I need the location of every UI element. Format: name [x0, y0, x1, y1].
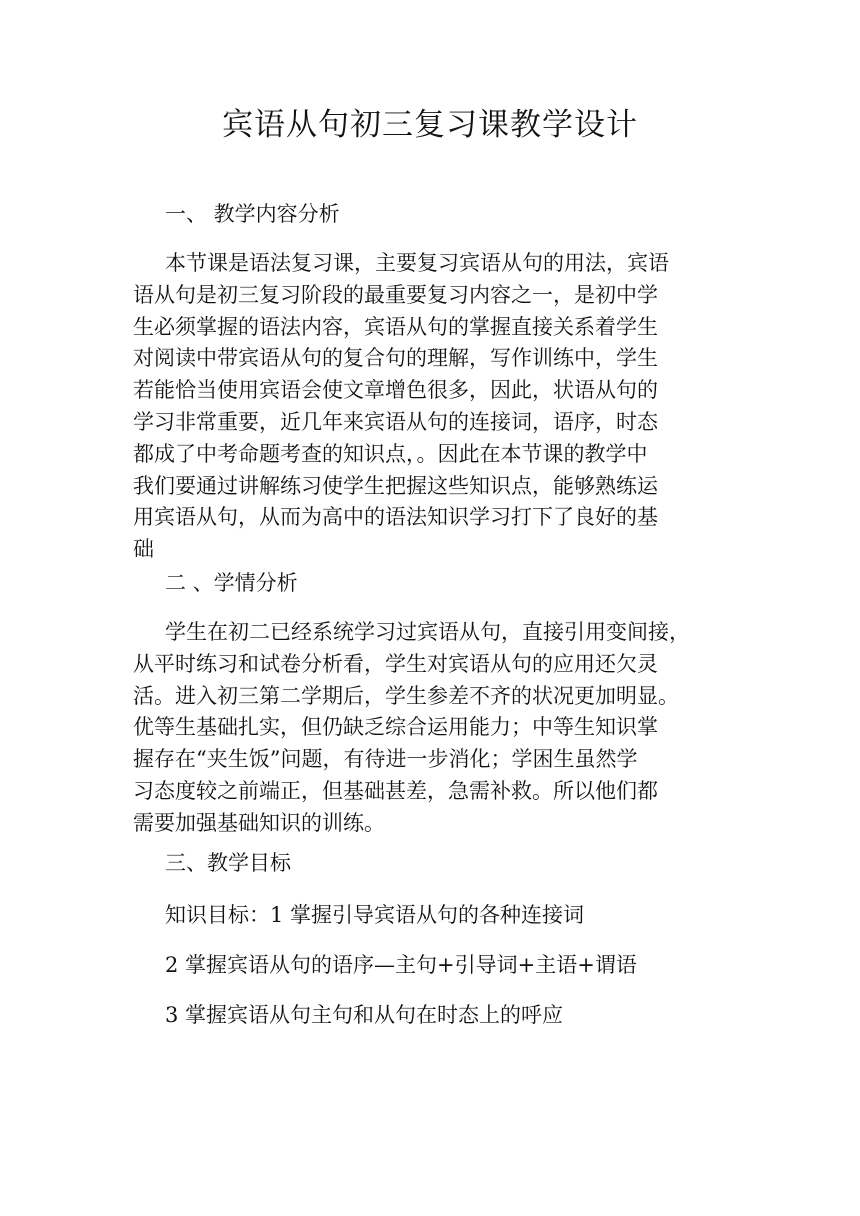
paragraph-line: 本节课是语法复习课，主要复习宾语从句的用法，宾语: [165, 251, 669, 275]
paragraph-line: 握存在“夹生饭”问题，有待进一步消化；学困生虽然学: [133, 747, 638, 772]
paragraph-line: 从平时练习和试卷分析看，学生对宾语从句的应用还欠灵: [133, 651, 658, 676]
paragraph-line: 都成了中考命题考查的知识点，。因此在本节课的教学中: [133, 441, 648, 466]
paragraph-line: 优等生基础扎实，但仍缺乏综合运用能力；中等生知识掌: [133, 715, 658, 740]
document-title: 宾语从句初三复习课教学设计: [222, 107, 638, 143]
paragraph-line: 习态度较之前端正，但基础甚差，急需补救。所以他们都: [133, 778, 658, 803]
paragraph-line: 语从句是初三复习阶段的最重要复习内容之一，是初中学: [133, 282, 658, 307]
section-heading-learner-analysis: 二 、学情分析: [165, 571, 298, 595]
goal-item: 2 掌握宾语从句的语序—主句+引导词+主语+谓语: [165, 953, 637, 977]
paragraph-line: 若能恰当使用宾语会使文章增色很多，因此，状语从句的: [133, 378, 658, 403]
paragraph-line: 需要加强基础知识的训练。: [133, 810, 385, 835]
paragraph-learner-analysis: [133, 617, 733, 840]
paragraph-line: 学生在初二已经系统学习过宾语从句，直接引用变间接，: [165, 620, 690, 644]
section-heading-content-analysis: 一、 教学内容分析: [165, 202, 340, 226]
paragraph-line: 学习非常重要，近几年来宾语从句的连接词，语序，时态: [133, 409, 658, 434]
paragraph-line: 我们要通过讲解练习使学生把握这些知识点，能够熟练运: [133, 473, 658, 498]
paragraph-line: 生必须掌握的语法内容，宾语从句的掌握直接关系着学生: [133, 314, 658, 339]
goal-item: 知识目标：1 掌握引导宾语从句的各种连接词: [165, 903, 585, 927]
paragraph-line: 对阅读中带宾语从句的复合句的理解，写作训练中，学生: [133, 346, 658, 371]
paragraph-line: 活。进入初三第二学期后，学生参差不齐的状况更加明显。: [133, 683, 679, 708]
goal-item: 3 掌握宾语从句主句和从句在时态上的呼应: [165, 1003, 564, 1027]
paragraph-content-analysis: [133, 248, 733, 566]
paragraph-line: 础: [133, 537, 154, 562]
paragraph-line: 用宾语从句，从而为高中的语法知识学习打下了良好的基: [133, 505, 658, 530]
section-heading-teaching-goals: 三、教学目标: [165, 851, 291, 875]
